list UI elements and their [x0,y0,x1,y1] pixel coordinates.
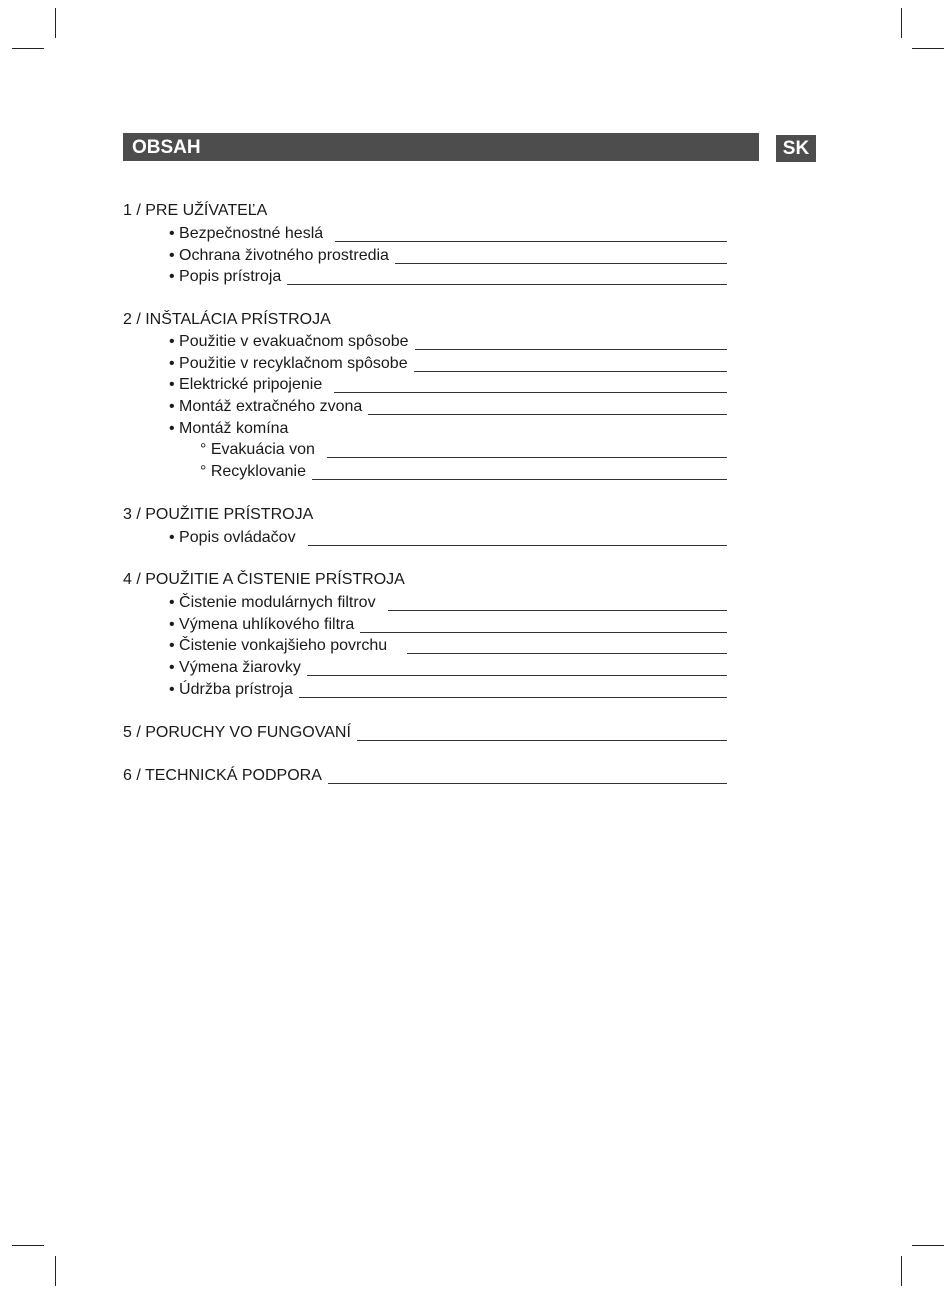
toc-leader-line [299,697,727,698]
toc-item[interactable] [169,679,727,701]
toc-item[interactable] [169,396,727,418]
toc-item[interactable] [169,374,727,396]
toc-section-5[interactable] [123,722,727,744]
toc-item-label: • Použitie v recyklačnom spôsobe [169,355,408,372]
toc-leader-line [327,457,727,458]
toc-item[interactable] [169,353,727,375]
toc-item-label: • Ochrana životného prostredia [169,247,389,264]
toc-leader-line [395,263,727,264]
crop-mark-bottom-right-vertical [901,1256,902,1286]
toc-section-1[interactable] [123,200,727,222]
toc-item[interactable] [169,331,727,353]
toc-section-4[interactable] [123,569,727,591]
toc-leader-line [388,610,727,611]
toc-section-title: 1 / PRE UŽÍVATEĽA [123,202,268,219]
toc-section-6[interactable] [123,765,727,787]
toc-subitem[interactable] [200,439,727,461]
toc-leader-line [414,371,727,372]
crop-mark-top-right-vertical [901,8,902,38]
toc-leader-line [308,545,727,546]
crop-mark-bottom-left-vertical [55,1256,56,1286]
toc-item-label: • Čistenie vonkajšieho povrchu [169,637,388,654]
toc-subitem-label: ° Recyklovanie [200,463,306,480]
toc-item-label: • Montáž komína [169,420,289,437]
crop-mark-top-left-horizontal [12,48,44,49]
toc-item[interactable] [169,245,727,267]
toc-section-2[interactable] [123,309,727,331]
toc-item-label: • Použitie v evakuačnom spôsobe [169,333,409,350]
toc-leader-line [312,479,727,480]
toc-subitem[interactable] [200,461,727,483]
toc-item-label: • Bezpečnostné heslá [169,225,324,242]
toc-item-label: • Popis prístroja [169,268,282,285]
toc-leader-line [328,783,727,784]
toc-item[interactable] [169,527,727,549]
toc-item-label: • Montáž extračného zvona [169,398,363,415]
toc-subitem-label: ° Evakuácia von [200,441,315,458]
toc-section-title: 5 / PORUCHY VO FUNGOVANÍ [123,724,351,741]
toc-item-label: • Čistenie modulárnych filtrov [169,594,376,611]
toc-leader-line [287,284,727,285]
toc-item[interactable] [169,223,727,245]
toc-item[interactable] [169,657,727,679]
header-bar [123,133,759,161]
toc-leader-line [360,632,727,633]
toc-item-label: • Výmena žiarovky [169,659,301,676]
toc-section-title: 3 / POUŽITIE PRÍSTROJA [123,506,314,523]
crop-mark-top-right-horizontal [912,48,944,49]
toc-leader-line [407,653,727,654]
toc-leader-line [334,392,727,393]
toc-leader-line [415,349,727,350]
toc-item-label: • Údržba prístroja [169,681,293,698]
toc-section-title: 2 / INŠTALÁCIA PRÍSTROJA [123,311,331,328]
toc-item-label: • Výmena uhlíkového filtra [169,616,355,633]
toc-leader-line [357,740,727,741]
toc-item[interactable] [169,418,727,440]
page-title: OBSAH [132,137,201,158]
language-badge: SK [776,135,816,162]
toc-item-label: • Elektrické pripojenie [169,376,323,393]
toc-section-title: 4 / POUŽITIE A ČISTENIE PRÍSTROJA [123,571,405,588]
toc-leader-line [307,675,727,676]
toc-item[interactable] [169,614,727,636]
crop-mark-bottom-right-horizontal [912,1245,944,1246]
crop-mark-bottom-left-horizontal [12,1245,44,1246]
toc-section-3[interactable] [123,504,727,526]
toc-item[interactable] [169,266,727,288]
toc-section-title: 6 / TECHNICKÁ PODPORA [123,767,322,784]
toc-leader-line [335,241,727,242]
toc-item-label: • Popis ovládačov [169,529,296,546]
toc-item[interactable] [169,592,727,614]
toc-item[interactable] [169,635,727,657]
crop-mark-top-left-vertical [55,8,56,38]
toc-leader-line [368,414,727,415]
